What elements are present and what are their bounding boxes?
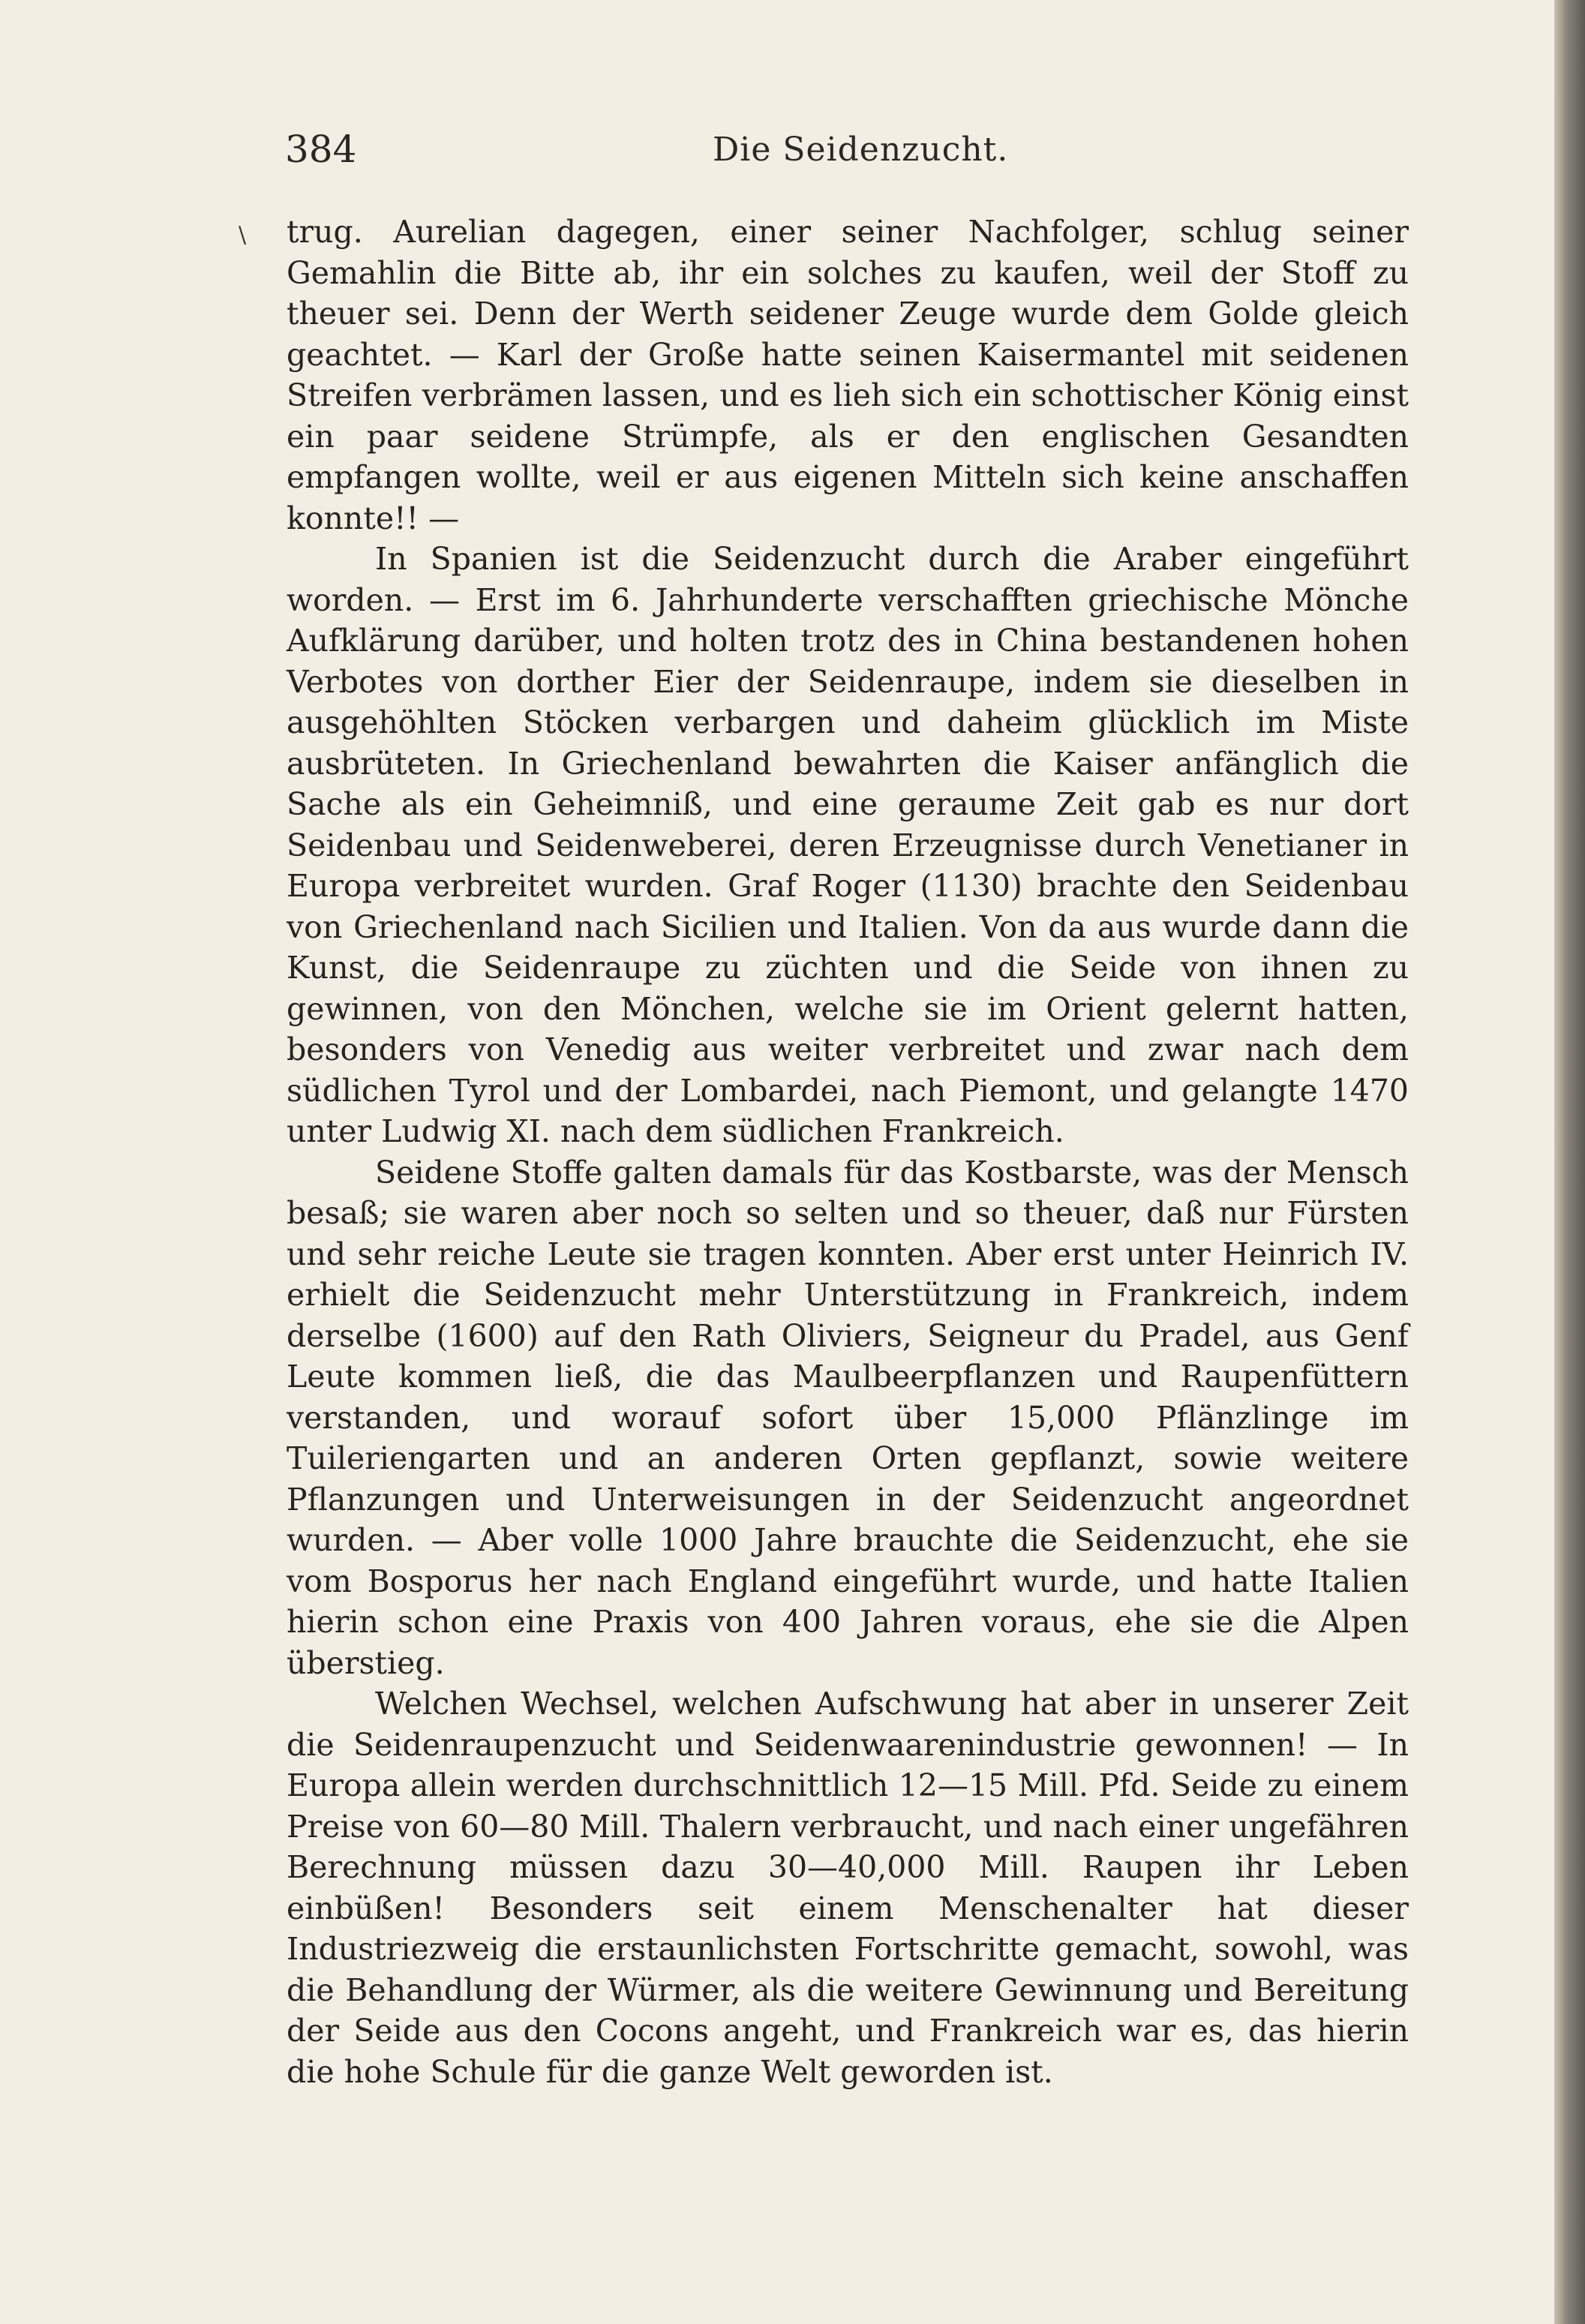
page-edge <box>1554 0 1585 2324</box>
page-number: 384 <box>285 128 357 171</box>
paragraph-2: In Spanien ist die Seidenzucht durch die Araber eingeführt worden. — Erst im 6. Jahrhunderte verschafften griechische Mönche Aufklärung darüber, und holten trotz des in China bestandenen hohen Verbotes von dorther Eier der Seidenraupe, indem sie dieselben in ausgehöhlten Stöcken verbargen und daheim glücklich im Miste ausbrüteten. In Griechenland bewahrten die Kaiser anfänglich die Sache als ein Geheimniß, und eine geraume Zeit gab es nur dort Seidenbau und Seidenweberei, deren Erzeugnisse durch Venetianer in Europa verbreitet wurden. Graf Roger (1130) brachte den Seidenbau von Griechenland nach Sicilien und Italien. Von da aus wurde dann die Kunst, die Seidenraupe zu züchten und die Seide von ihnen zu gewinnen, von den Mönchen, welche sie im Orient gelernt hatten, besonders von Venedig aus weiter verbreitet und zwar nach dem südlichen Tyrol und der Lombardei, nach Piemont, und gelangte 1470 unter Ludwig XI. nach dem südlichen Frankreich. <box>287 541 1409 1149</box>
body-text <box>287 212 1409 2092</box>
margin-mark: \ <box>239 222 247 248</box>
paragraph-1: trug. Aurelian dagegen, einer seiner Nachfolger, schlug seiner Gemahlin die Bitte ab, ihr ein solches zu kaufen, weil der Stoff zu theuer sei. Denn der Werth seidener Zeuge wurde dem Golde gleich geachtet. — Karl der Große hatte seinen Kaisermantel mit seidenen Streifen verbrämen lassen, und es lieh sich ein schottischer König einst ein paar seidene Strümpfe, als er den englischen Gesandten empfangen wollte, weil er aus eigenen Mitteln sich keine anschaffen konnte!! — <box>287 214 1409 536</box>
paragraph-3: Seidene Stoffe galten damals für das Kostbarste, was der Mensch besaß; sie waren aber noch so selten und so theuer, daß nur Fürsten und sehr reiche Leute sie tragen konnten. Aber erst unter Heinrich IV. erhielt die Seidenzucht mehr Unterstützung in Frankreich, indem derselbe (1600) auf den Rath Oliviers, Seigneur du Pradel, aus Genf Leute kommen ließ, die das Maulbeerpflanzen und Raupenfüttern verstanden, und worauf sofort über 15,000 Pflänzlinge im Tuileriengarten und an anderen Orten gepflanzt, sowie weitere Pflanzungen und Unterweisungen in der Seidenzucht angeordnet wurden. — Aber volle 1000 Jahre brauchte die Seidenzucht, ehe sie vom Bosporus her nach England eingeführt wurde, und hatte Italien hierin schon eine Praxis von 400 Jahren voraus, ehe sie die Alpen überstieg. <box>287 1154 1409 1681</box>
paragraph-4: Welchen Wechsel, welchen Aufschwung hat aber in unserer Zeit die Seidenraupenzucht und Seidenwaarenindustrie gewonnen! — In Europa allein werden durchschnittlich 12—15 Mill. Pfd. Seide zu einem Preise von 60—80 Mill. Thalern verbraucht, und nach einer ungefähren Berechnung müssen dazu 30—40,000 Mill. Raupen ihr Leben einbüßen! Besonders seit einem Menschenalter hat dieser Industriezweig die erstaunlichsten Fortschritte gemacht, sowohl, was die Behandlung der Würmer, als die weitere Gewinnung und Bereitung der Seide aus den Cocons angeht, und Frankreich war es, das hierin die hohe Schule für die ganze Welt geworden ist. <box>287 1686 1409 2090</box>
page-header <box>285 128 1410 180</box>
running-head: Die Seidenzucht. <box>713 131 1009 169</box>
